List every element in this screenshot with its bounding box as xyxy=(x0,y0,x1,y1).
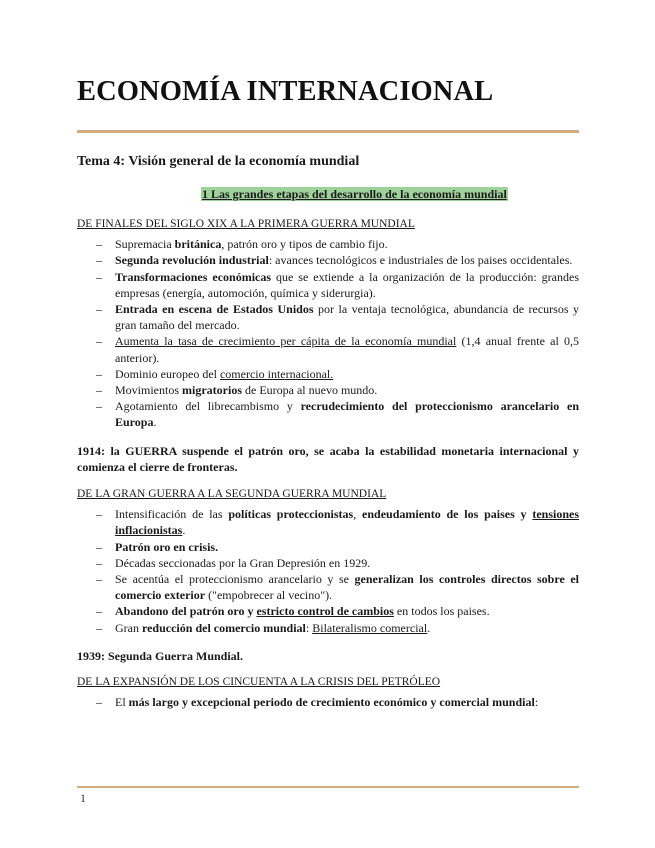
list-item: – Intensificación de las políticas proteccionistas, endeudamiento de los paises y tensiones inflacionistas. xyxy=(77,506,579,538)
period-2-list xyxy=(77,506,579,636)
list-item: – Aumenta la tasa de crecimiento per cápita de la economía mundial (1,4 anual frente al 0,5 anterior). xyxy=(77,333,579,365)
document-title: ECONOMÍA INTERNACIONAL xyxy=(77,76,494,107)
list-item: – Se acentúa el proteccionismo arancelario y se generalizan los controles directos sobre el comercio exterior ("empobrecer al vecino"). xyxy=(77,571,579,603)
list-item: – Patrón oro en crisis. xyxy=(77,539,579,555)
period-heading-1: DE FINALES DEL SIGLO XIX A LA PRIMERA GUERRA MUNDIAL xyxy=(77,218,415,230)
list-item: – Transformaciones económicas que se extiende a la organización de la producción: grandes empresas (energía, automoción, química y siderurgia). xyxy=(77,269,579,301)
list-item: – Gran reducción del comercio mundial: Bilateralismo comercial. xyxy=(77,620,579,636)
section-title-highlight: 1 Las grandes etapas del desarrollo de la economía mundial xyxy=(202,187,507,201)
footer-divider xyxy=(77,786,579,788)
period-1-list xyxy=(77,236,579,430)
list-item: – El más largo y excepcional periodo de crecimiento económico y comercial mundial: xyxy=(77,694,579,710)
period-heading-2: DE LA GRAN GUERRA A LA SEGUNDA GUERRA MUNDIAL xyxy=(77,488,387,501)
title-divider xyxy=(77,130,579,133)
list-item: – Supremacia británica, patrón oro y tipos de cambio fijo. xyxy=(77,236,579,252)
page-number: 1 xyxy=(80,791,86,805)
document-body xyxy=(77,216,579,710)
theme-heading: Tema 4: Visión general de la economía mundial xyxy=(77,154,360,169)
section-title xyxy=(201,187,508,202)
note-1939: 1939: Segunda Guerra Mundial. xyxy=(77,648,244,663)
list-item: – Abandono del patrón oro y estricto control de cambios en todos los paises. xyxy=(77,603,579,619)
note-1914: 1914: la GUERRA suspende el patrón oro, se acaba la estabilidad monetaria internacional y comienza el cierre de fronteras. xyxy=(77,443,579,474)
list-item: – Movimientos migratorios de Europa al nuevo mundo. xyxy=(77,382,579,398)
list-item: – Entrada en escena de Estados Unidos por la ventaja tecnológica, abundancia de recursos y gran tamaño del mercado. xyxy=(77,301,579,333)
period-heading-3: DE LA EXPANSIÓN DE LOS CINCUENTA A LA CRISIS DEL PETRÓLEO xyxy=(77,676,441,689)
list-item: – Agotamiento del librecambismo y recrudecimiento del proteccionismo arancelario en Europa. xyxy=(77,398,579,430)
list-item: – Décadas seccionadas por la Gran Depresión en 1929. xyxy=(77,555,579,571)
period-3-list xyxy=(77,694,579,710)
list-item: – Segunda revolución industrial: avances tecnológicos e industriales de los paises occidentales. xyxy=(77,252,579,268)
list-item: – Dominio europeo del comercio internacional. xyxy=(77,366,579,382)
